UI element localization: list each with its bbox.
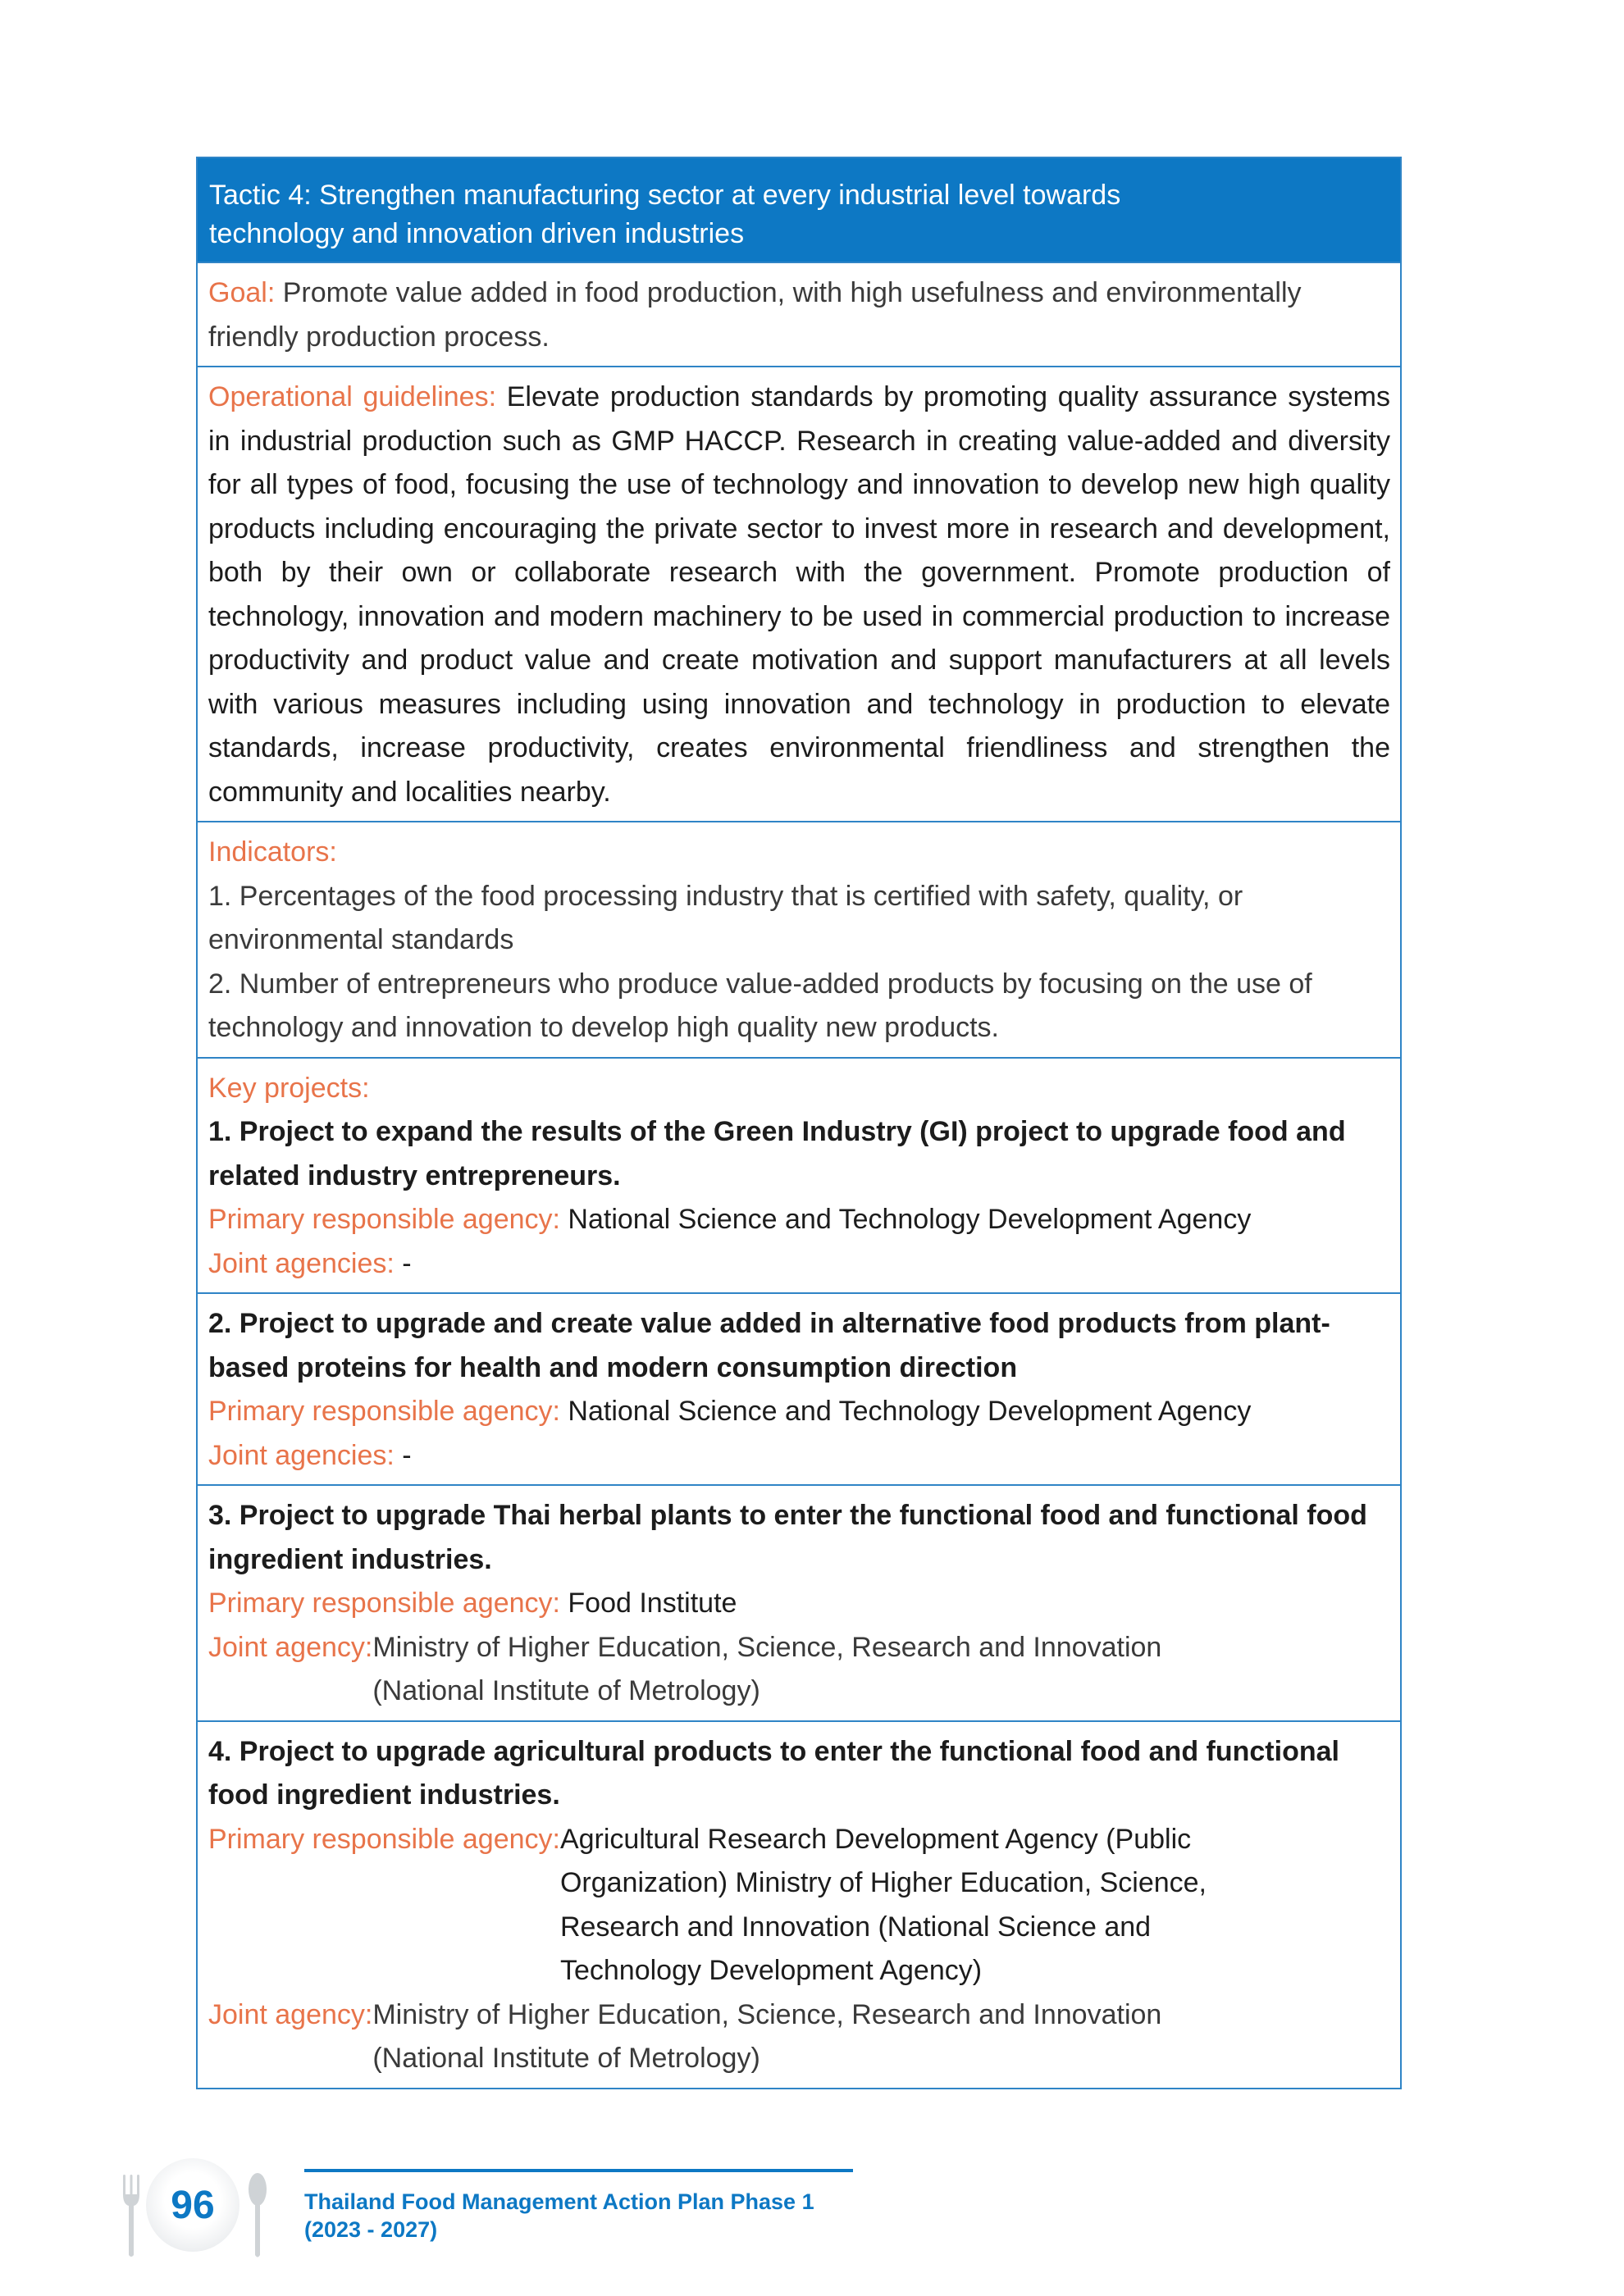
joint-agency-value: Ministry of Higher Education, Science, Research and Innovation (National Institute of Metrology) [372, 1631, 1162, 1706]
project-title: 3. Project to upgrade Thai herbal plants to enter the functional food and functional food ingredient industries. [208, 1500, 1367, 1575]
spoon-icon [247, 2173, 268, 2260]
key-projects-label: Key projects: [208, 1072, 370, 1104]
primary-agency-label: Primary responsible agency: [208, 1396, 560, 1427]
guidelines-cell [198, 366, 1400, 821]
primary-agency-value: National Science and Technology Development Agency [559, 1396, 1252, 1427]
joint-agency-value: Ministry of Higher Education, Science, Research and Innovation (National Institute of Metrology) [372, 1998, 1162, 2074]
indicators-label: Indicators: [208, 836, 337, 868]
indicator-item: 1. Percentages of the food processing industry that is certified with safety, quality, or environmental standards [208, 880, 1243, 955]
joint-agency-value: - [394, 1247, 412, 1279]
footer-divider [304, 2169, 853, 2172]
indicators-cell [198, 821, 1400, 1057]
project-cell-3 [198, 1484, 1400, 1720]
project-title: 4. Project to upgrade agricultural products to enter the functional food and functional food ingredient industries. [208, 1735, 1339, 1811]
joint-agency-label: Joint agencies: [208, 1439, 395, 1471]
guidelines-text: Elevate production standards by promoting quality assurance systems in industrial production such as GMP HACCP. Research in creating value-added and diversity for all types of food, focusing the use of technology and innovation to develop new high quality products including encouraging the private sector to invest more in research and development, both by their own or collaborate research with the government. Promote production of technology, innovation and modern machinery to be used in commercial production to increase productivity and product value and create motivation and support manufacturers at all levels with various measures including using innovation and technology in production to elevate standards, increase productivity, creates environmental friendliness and strengthen the community and localities nearby. [208, 381, 1390, 808]
project-cell-1 [198, 1057, 1400, 1293]
primary-agency-label: Primary responsible agency: [208, 1204, 560, 1235]
page-number: 96 [171, 2183, 215, 2227]
primary-agency-label: Primary responsible agency: [208, 1588, 560, 1619]
primary-agency-label: Primary responsible agency: [208, 1823, 560, 1855]
joint-agency-value: - [394, 1439, 412, 1471]
joint-agency-label: Joint agency: [208, 1631, 373, 1663]
project-title: 1. Project to expand the results of the Green Industry (GI) project to upgrade food and related industry entrepreneurs. [208, 1116, 1346, 1191]
project-title: 2. Project to upgrade and create value added in alternative food products from plant-based proteins for health and modern consumption direction [208, 1308, 1330, 1383]
footer-title-line: (2023 - 2027) [304, 2217, 438, 2242]
tactic-header: Tactic 4: Strengthen manufacturing sector at every industrial level towards technology and innovation driven industries [198, 158, 1400, 262]
joint-agency-label: Joint agencies: [208, 1247, 395, 1279]
goal-text: Promote value added in food production, with high usefulness and environmentally friendly production process. [208, 277, 1302, 353]
guidelines-label: Operational guidelines: [208, 381, 497, 412]
indicator-item: 2. Number of entrepreneurs who produce value-added products by focusing on the use of technology and innovation to develop high quality new products. [208, 968, 1312, 1043]
project-cell-4 [198, 1720, 1400, 2088]
footer-title-line: Thailand Food Management Action Plan Phase 1 [304, 2189, 814, 2214]
tactic-table [196, 157, 1402, 2089]
primary-agency-value: National Science and Technology Development Agency [559, 1204, 1252, 1235]
primary-agency-value: Food Institute [559, 1588, 737, 1619]
page-number-badge [146, 2158, 239, 2252]
goal-label: Goal: [208, 277, 276, 308]
primary-agency-value: Agricultural Research Development Agency (Public Organization) Ministry of Higher Education, Science, Research and Innovation (National Science and Technology Development Agency) [559, 1823, 1207, 1986]
project-cell-2 [198, 1292, 1400, 1484]
joint-agency-label: Joint agency: [208, 1998, 373, 2030]
footer-title [304, 2188, 878, 2244]
fork-icon [121, 2175, 141, 2258]
goal-cell [198, 262, 1400, 366]
